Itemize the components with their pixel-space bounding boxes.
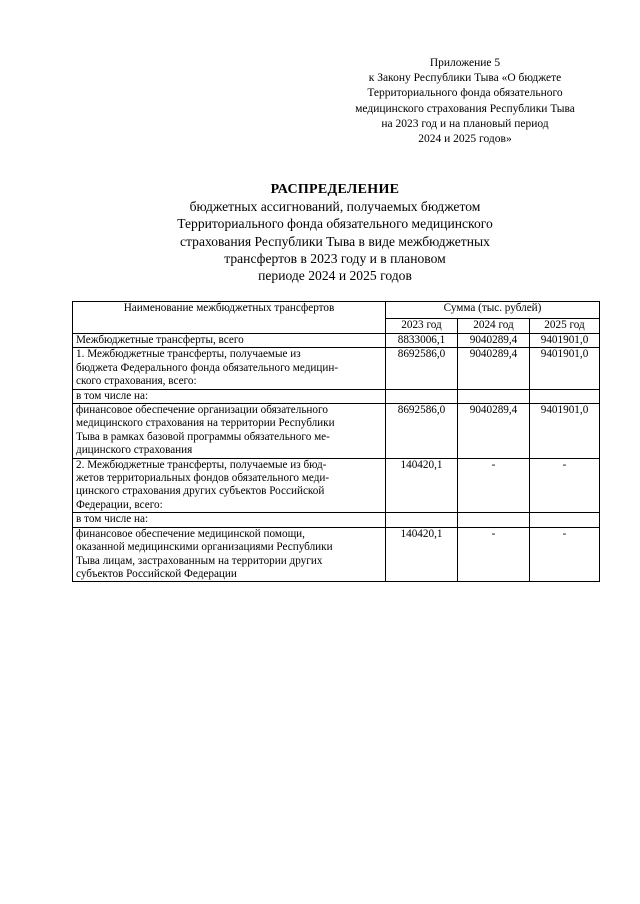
row-value-cell: - <box>530 527 600 582</box>
row-name-cell <box>73 404 386 459</box>
title-line: бюджетных ассигнований, получаемых бюджетом <box>189 199 481 215</box>
column-header-year: 2025 год <box>530 319 600 334</box>
row-name-line: бюджета Федерального фонда обязательного медицин- <box>76 361 339 374</box>
row-name-line: субъектов Российской Федерации <box>76 567 237 580</box>
row-value-cell: 9040289,4 <box>458 348 530 389</box>
appendix-line: 2024 и 2025 годов» <box>418 133 512 146</box>
appendix-line: Приложение 5 <box>429 57 501 69</box>
row-name-line: дицинского страхования <box>76 444 193 457</box>
row-name-line: Тыва в рамках базовой программы обязательного ме- <box>76 430 330 443</box>
row-name-line: финансовое обеспечение медицинской помощи, <box>76 527 305 540</box>
title-line: Территориального фонда обязательного медицинского <box>177 216 493 232</box>
table-row <box>73 527 600 582</box>
column-header-name: Наименование межбюджетных трансфертов <box>73 302 386 334</box>
appendix-line: медицинского страхования Республики Тыва <box>355 102 575 115</box>
appendix-line: на 2023 год и на плановый период <box>381 117 549 130</box>
row-name-line: цинского страхования других субъектов Российской <box>76 485 325 498</box>
row-value-cell: 9401901,0 <box>530 404 600 459</box>
row-value-cell <box>530 513 600 527</box>
title-line: трансфертов в 2023 году и в плановом <box>224 250 446 266</box>
row-name-line: Тыва лицам, застрахованным на территории других <box>76 554 323 567</box>
appendix-note <box>330 56 600 147</box>
row-value-cell: 9040289,4 <box>458 404 530 459</box>
row-name-line: в том числе на: <box>76 513 149 526</box>
title-heading: РАСПРЕДЕЛЕНИЕ <box>270 182 400 197</box>
row-name-cell <box>73 527 386 582</box>
column-header-sum: Сумма (тыс. рублей) <box>386 302 600 319</box>
transfers-table <box>72 301 600 582</box>
table-row <box>73 389 600 403</box>
row-value-cell <box>458 513 530 527</box>
title-line: страхования Республики Тыва в виде межбюджетных <box>180 233 490 249</box>
row-name-cell <box>73 334 386 348</box>
row-value-cell: - <box>530 458 600 513</box>
row-name-line: финансовое обеспечение организации обязательного <box>76 404 328 417</box>
row-name-cell <box>73 513 386 527</box>
row-value-cell: 140420,1 <box>386 458 458 513</box>
row-name-cell <box>73 348 386 389</box>
row-value-cell <box>386 513 458 527</box>
row-value-cell <box>530 389 600 403</box>
row-value-cell: 9401901,0 <box>530 334 600 348</box>
table-row <box>73 513 600 527</box>
row-name-line: 2. Межбюджетные трансферты, получаемые из бюд- <box>76 458 327 471</box>
table-row <box>73 458 600 513</box>
row-name-line: Федерации, всего: <box>76 498 163 511</box>
column-header-year: 2024 год <box>458 319 530 334</box>
row-value-cell: - <box>458 458 530 513</box>
document-title <box>70 181 600 284</box>
row-value-cell: 140420,1 <box>386 527 458 582</box>
table-header-row <box>73 302 600 319</box>
table-row <box>73 404 600 459</box>
table-row <box>73 334 600 348</box>
row-name-line: Межбюджетные трансферты, всего <box>76 334 244 346</box>
title-line: периоде 2024 и 2025 годов <box>258 268 412 284</box>
row-value-cell <box>458 389 530 403</box>
row-name-line: медицинского страхования на территории Республики <box>76 417 335 430</box>
row-value-cell: 9401901,0 <box>530 348 600 389</box>
row-name-cell <box>73 389 386 403</box>
row-name-line: ского страхования, всего: <box>76 375 197 388</box>
row-value-cell: - <box>458 527 530 582</box>
row-name-line: оказанной медицинскими организациями Республики <box>76 541 333 554</box>
appendix-line: Территориального фонда обязательного <box>367 87 563 100</box>
row-name-line: жетов территориальных фондов обязательного меди- <box>76 472 330 485</box>
appendix-line: к Закону Республики Тыва «О бюджете <box>368 72 562 85</box>
row-name-line: 1. Межбюджетные трансферты, получаемые из <box>76 348 301 361</box>
row-value-cell: 8692586,0 <box>386 404 458 459</box>
row-value-cell <box>386 389 458 403</box>
row-value-cell: 8833006,1 <box>386 334 458 348</box>
row-name-cell <box>73 458 386 513</box>
table-row <box>73 348 600 389</box>
column-header-year: 2023 год <box>386 319 458 334</box>
row-value-cell: 9040289,4 <box>458 334 530 348</box>
row-value-cell: 8692586,0 <box>386 348 458 389</box>
row-name-line: в том числе на: <box>76 389 149 402</box>
